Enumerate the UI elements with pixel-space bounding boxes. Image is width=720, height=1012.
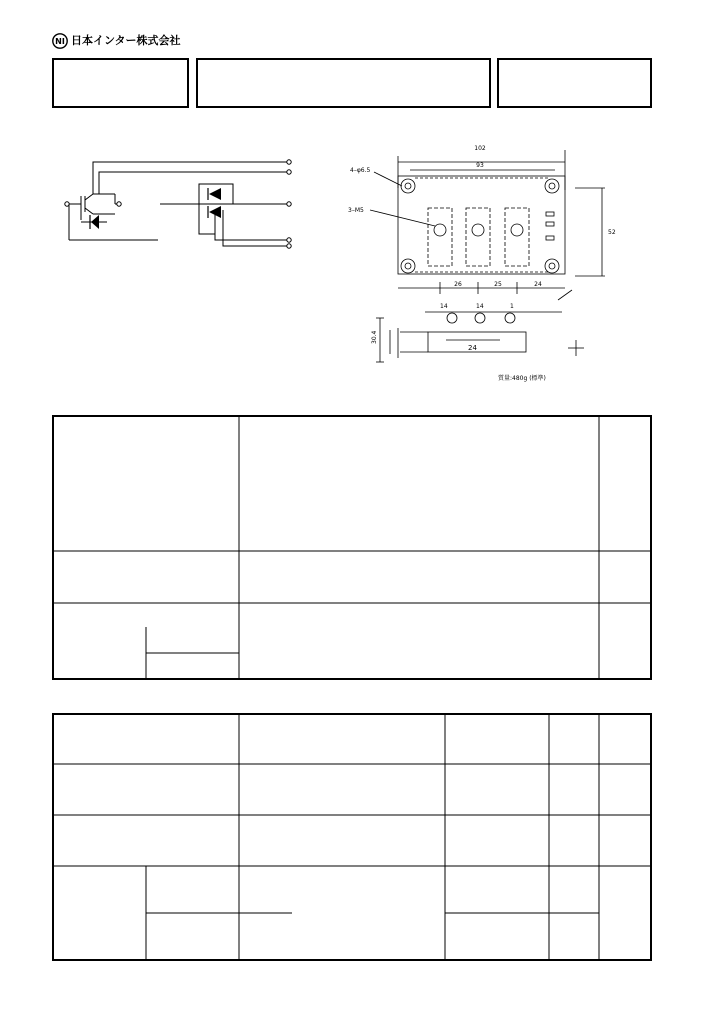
dim-mounting-label: 93 [476, 162, 484, 169]
terminal-label-1: 14 [440, 303, 448, 310]
dim-pitch-right-label: 24 [534, 281, 542, 288]
company-logo [52, 33, 181, 49]
ni-logo-icon [52, 33, 68, 49]
thyristor-symbol-top [209, 188, 221, 200]
dim-pitch-left-label: 26 [454, 281, 462, 288]
dim-base-label: 24 [468, 344, 477, 352]
header-box-right [497, 58, 652, 108]
svg-text:NI: NI [55, 37, 65, 47]
terminal-label-3: 1 [510, 303, 514, 310]
characteristics-table [52, 713, 652, 961]
dim-width-label: 52 [608, 229, 616, 236]
dim-overall-label: 102 [474, 145, 486, 152]
ratings-table [52, 415, 652, 680]
circuit-diagram [55, 150, 300, 260]
dim-screws-label: 3–M5 [348, 207, 364, 214]
dim-height-label: 30.4 [371, 330, 378, 344]
terminal-label-2: 14 [476, 303, 484, 310]
package-outline-drawing [340, 140, 630, 385]
header-box-center [196, 58, 491, 108]
header-box-left [52, 58, 189, 108]
company-name: 日本インター株式会社 [71, 34, 181, 47]
dim-pitch-mid-label: 25 [494, 281, 502, 288]
weight-note: 質量:480g (標準) [498, 375, 546, 382]
dim-holes-label: 4–φ6.5 [350, 167, 371, 174]
